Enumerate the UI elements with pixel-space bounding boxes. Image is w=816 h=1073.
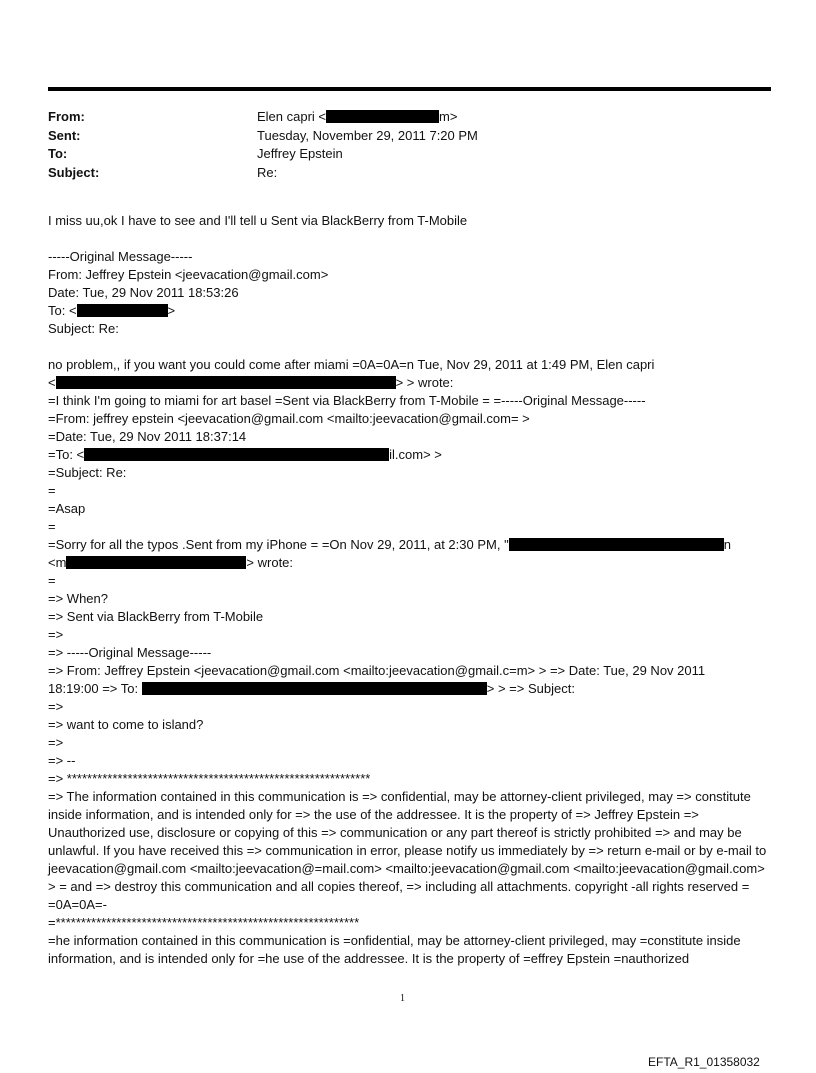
body-line: =Date: Tue, 29 Nov 2011 18:37:14 bbox=[48, 429, 247, 444]
body-line: = bbox=[48, 519, 56, 534]
body-line: => bbox=[48, 735, 64, 750]
line-text: > wrote: bbox=[246, 555, 294, 570]
body-line: =From: jeffrey epstein <jeevacation@gmail.com <mailto:jeevacation@gmail.com= > bbox=[48, 411, 530, 426]
body-line: =************************************************************ bbox=[48, 915, 360, 930]
body-line: =0A=0A=- bbox=[48, 897, 107, 912]
body-line: => bbox=[48, 699, 64, 714]
line-text: <m bbox=[48, 555, 67, 570]
body-line: I miss uu,ok I have to see and I'll tell u Sent via BlackBerry from T-Mobile bbox=[48, 213, 468, 228]
sent-row bbox=[48, 127, 478, 146]
subject-value: Re: bbox=[257, 164, 278, 180]
body-line bbox=[48, 446, 776, 464]
body-line: => ************************************************************ bbox=[48, 771, 371, 786]
body-line bbox=[48, 374, 776, 392]
to-value: Jeffrey Epstein bbox=[257, 146, 343, 161]
disclaimer-paragraph: =he information contained in this communication is =onfidential, may be attorney-client privileged, may =constitute inside information, and is intended only for =he use of the addressee. It is the property of =effrey Epstein =nauthorized bbox=[48, 933, 741, 966]
subject-row bbox=[48, 164, 478, 183]
body-line: => bbox=[48, 627, 64, 642]
redaction-bar bbox=[509, 538, 724, 551]
body-line bbox=[48, 536, 776, 554]
from-tail: m> bbox=[439, 109, 458, 124]
from-name: Elen capri < bbox=[257, 109, 327, 124]
from-value bbox=[257, 108, 457, 127]
body-line: = bbox=[48, 573, 56, 588]
page-number: 1 bbox=[400, 993, 405, 1004]
body-line: -----Original Message----- bbox=[48, 249, 193, 264]
body-line: From: Jeffrey Epstein <jeevacation@gmail.com> bbox=[48, 267, 329, 282]
redaction-bar bbox=[142, 682, 487, 695]
body-line: => Sent via BlackBerry from T-Mobile bbox=[48, 609, 264, 624]
line-text: > bbox=[167, 303, 176, 318]
body-line: =I think I'm going to miami for art basel =Sent via BlackBerry from T-Mobile = =-----Original Message----- bbox=[48, 393, 646, 408]
line-text: To: < bbox=[48, 303, 77, 318]
body-line: =Asap bbox=[48, 501, 86, 516]
body-line bbox=[48, 554, 776, 572]
line-text: =Sorry for all the typos .Sent from my iPhone = =On Nov 29, 2011, at 2:30 PM, " bbox=[48, 537, 509, 552]
body-line bbox=[48, 302, 776, 320]
body-line: Date: Tue, 29 Nov 2011 18:53:26 bbox=[48, 285, 239, 300]
from-label: From: bbox=[48, 109, 85, 124]
body-line bbox=[48, 680, 776, 698]
email-header bbox=[48, 108, 478, 182]
body-line: => From: Jeffrey Epstein <jeevacation@gmail.com <mailto:jeevacation@gmail.c=m> > => Date: Tue, 29 Nov 2011 bbox=[48, 663, 706, 678]
line-text: 18:19:00 => To: bbox=[48, 681, 139, 696]
body-line: => -- bbox=[48, 753, 76, 768]
body-line: => -----Original Message----- bbox=[48, 645, 212, 660]
redaction-bar bbox=[84, 448, 389, 461]
body-line: =Subject: Re: bbox=[48, 465, 127, 480]
sent-value: Tuesday, November 29, 2011 7:20 PM bbox=[257, 127, 478, 143]
line-text: > > wrote: bbox=[395, 375, 454, 390]
to-row bbox=[48, 145, 478, 164]
header-rule bbox=[48, 87, 771, 91]
redaction-bar bbox=[66, 556, 246, 569]
document-id: EFTA_R1_01358032 bbox=[648, 1055, 760, 1069]
redaction-bar bbox=[326, 110, 439, 123]
redaction-bar bbox=[77, 304, 168, 317]
line-text: n bbox=[723, 537, 731, 552]
email-body bbox=[48, 212, 776, 968]
line-text: il.com> > bbox=[389, 447, 442, 462]
body-line: Subject: Re: bbox=[48, 321, 119, 336]
body-line: => want to come to island? bbox=[48, 717, 204, 732]
redaction-bar bbox=[56, 376, 396, 389]
body-line: no problem,, if you want you could come after miami =0A=0A=n Tue, Nov 29, 2011 at 1:49 PM, Elen capri bbox=[48, 357, 655, 372]
body-line: => When? bbox=[48, 591, 108, 606]
body-line: = bbox=[48, 483, 56, 498]
to-label: To: bbox=[48, 146, 68, 161]
subject-label: Subject: bbox=[48, 164, 100, 180]
disclaimer-paragraph: => The information contained in this communication is => confidential, may be attorney-client privileged, may => constitute inside information, and is intended only for => the use of the addressee. It is the property of => Jeffrey Epstein => Unauthorized use, disclosure or copying of this => communication or any part thereof is strictly prohibited => and may be unlawful. If you have received this => communication in error, please notify us immediately by => return e-mail or by e-mail to jeevacation@gmail.com <mailto:jeevacation@=mail.com> <mailto:jeevacation@gmail.com <mailto:jeevacation@gmail.com> > = and => destroy this communication and all copies thereof, => including all attachments. copyright -all rights reserved = bbox=[48, 789, 767, 894]
line-text: < bbox=[48, 375, 56, 390]
from-row bbox=[48, 108, 478, 127]
sent-label: Sent: bbox=[48, 127, 81, 143]
line-text: =To: < bbox=[48, 447, 85, 462]
line-text: > > => Subject: bbox=[486, 681, 575, 696]
